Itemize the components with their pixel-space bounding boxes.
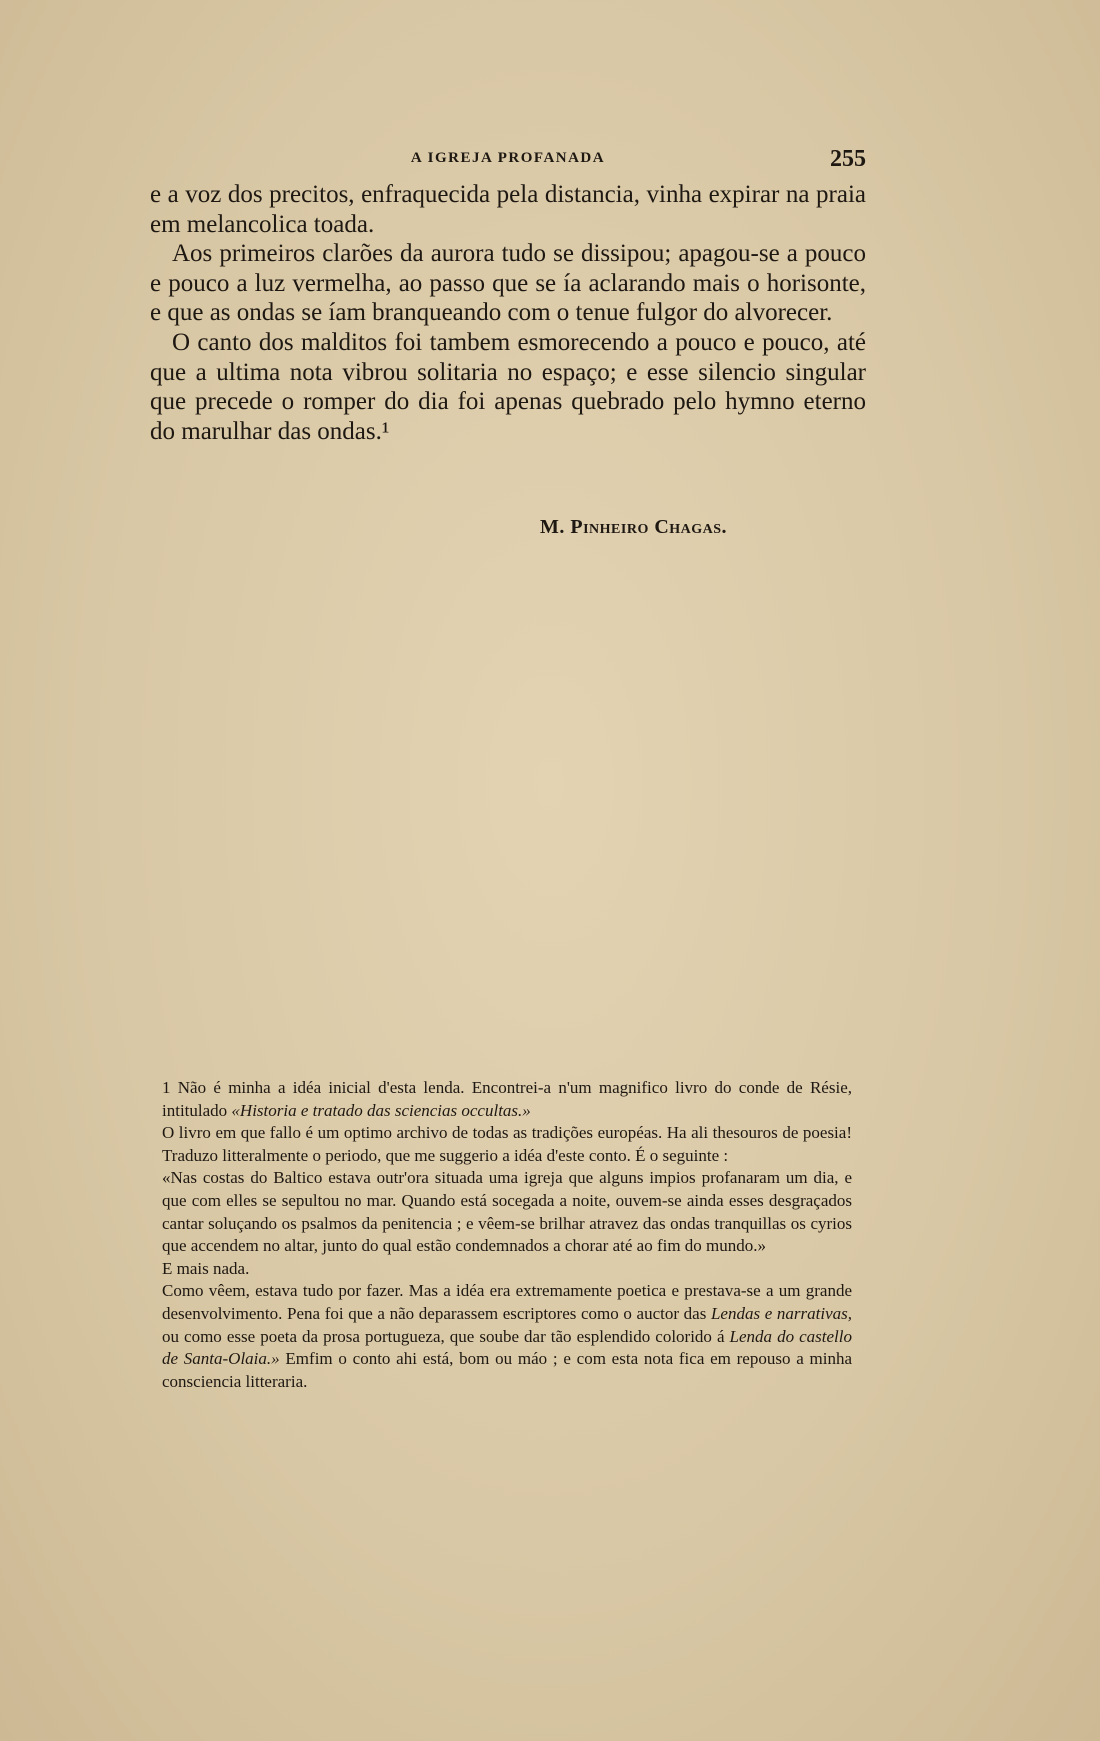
footnote-para-5 (162, 1280, 852, 1393)
footnote-title-lendas: Lendas e narrativas, (710, 1303, 852, 1323)
paragraph-3: O canto dos malditos foi tambem esmorecendo a pouco e pouco, até que a ultima nota vibrou solitaria no espaço; e esse silencio singular que precede o romper do dia foi apenas quebrado pelo hymno eterno do marulhar das ondas.¹ (150, 328, 866, 445)
footnote (162, 1077, 852, 1393)
page-number: 255 (830, 146, 866, 172)
footnote-para-2: O livro em que fallo é um optimo archivo de todas as tradições européas. Ha ali thesouros de poesia! Traduzo litteralmente o periodo, que me suggerio a idéa d'este conto. É o seguinte : (162, 1123, 852, 1165)
author-signature: M. Pinheiro Chagas. (540, 516, 728, 538)
footnote-book-title: «Historia e tratado das sciencias occultas.» (231, 1100, 531, 1120)
footnote-text-c: Emfim o conto ahi está, bom ou máo ; e com esta nota fica em repouso a minha consciencia litteraria. (162, 1349, 853, 1391)
running-head: A IGREJA PROFANADA (410, 150, 606, 166)
footnote-intro: 1 Não é minha a idéa inicial d'esta lenda. Encontrei-a n'um magnifico livro do conde de Résie, intitulado (162, 1078, 852, 1120)
footnote-text-a: Como vêem, estava tudo por fazer. Mas a idéa era extremamente poetica e prestava-se a um grande desenvolvimento. Pena foi que a não deparassem escriptores como o auctor das (162, 1281, 852, 1323)
paragraph-2: Aos primeiros clarões da aurora tudo se dissipou; apagou-se a pouco e pouco a luz vermelha, ao passo que se ía aclarando mais o horisonte, e que as ondas se íam branqueando com o tenue fulgor do alvorecer. (150, 240, 866, 327)
paragraph-1: e a voz dos precitos, enfraquecida pela distancia, vinha expirar na praia em melancolica toada. (150, 181, 866, 238)
footnote-title-santa-olaia: Lenda do castello de Santa-Olaia.» (162, 1326, 852, 1369)
main-text (150, 180, 866, 446)
page-header (150, 146, 866, 176)
footnote-para-1 (162, 1077, 852, 1122)
footnote-text-b: ou como esse poeta da prosa portugueza, que soube dar tão esplendido colorido á (162, 1326, 730, 1346)
footnote-quote: «Nas costas do Baltico estava outr'ora situada uma igreja que alguns impios profanaram um dia, e que com elles se sepultou no mar. Quando está socegada a noite, ouvem-se ainda esses desgraçados cantar soluçando os psalmos da penitencia ; e vêem-se brilhar atravez das ondas tranquillas os cyrios que accendem no altar, junto do qual estão condemnados a chorar até ao fim do mundo.» (162, 1168, 852, 1256)
footnote-para-4: E mais nada. (162, 1258, 250, 1278)
